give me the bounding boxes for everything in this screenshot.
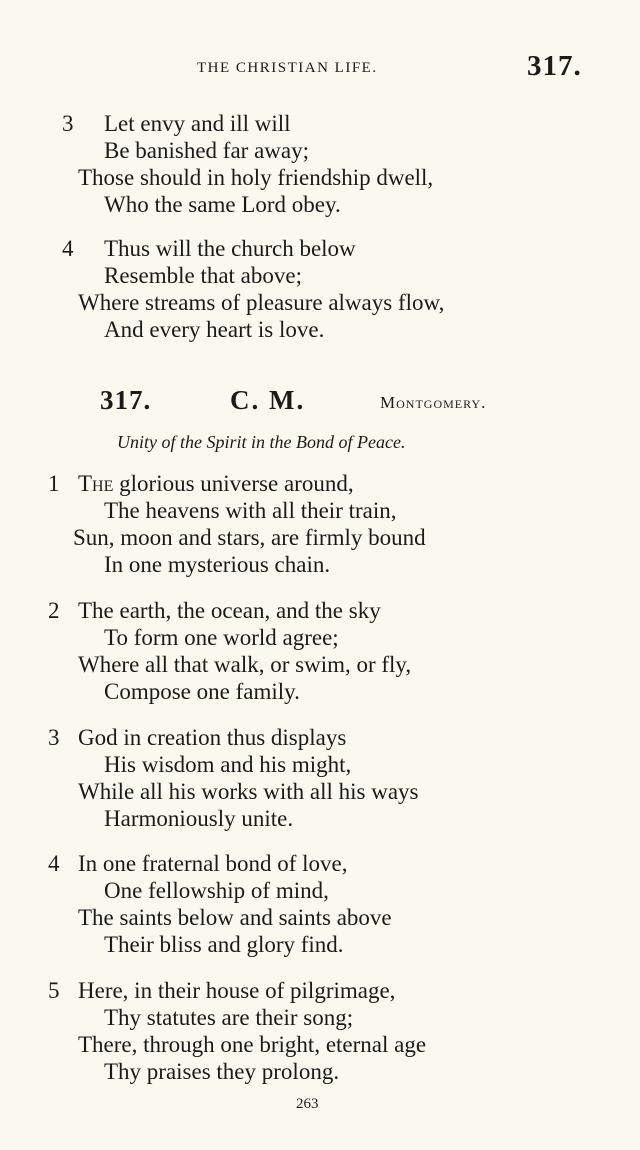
verse-line: Thy statutes are their song; bbox=[104, 1005, 354, 1030]
verse-line: Their bliss and glory find. bbox=[104, 932, 344, 957]
hymn-number: 317. bbox=[100, 385, 152, 415]
running-title: THE CHRISTIAN LIFE. bbox=[197, 60, 378, 76]
stanza-number: 3 bbox=[62, 111, 74, 136]
stanza-number: 3 bbox=[48, 725, 60, 750]
verse-line: Where streams of pleasure always flow, bbox=[78, 290, 445, 315]
verse-line: Resemble that above; bbox=[104, 263, 302, 288]
verse-line: In one fraternal bond of love, bbox=[78, 851, 348, 876]
verse-line: Those should in holy friendship dwell, bbox=[78, 165, 434, 190]
first-line-rest: glorious universe around, bbox=[113, 471, 354, 496]
verse-line: To form one world agree; bbox=[104, 625, 339, 650]
verse-line: Compose one family. bbox=[104, 679, 300, 704]
verse-line: His wisdom and his might, bbox=[104, 752, 352, 777]
verse-line: And every heart is love. bbox=[104, 317, 325, 342]
first-word: The bbox=[78, 471, 114, 496]
stanza-number: 4 bbox=[48, 851, 60, 876]
verse-line-first bbox=[78, 470, 354, 497]
verse-line: Be banished far away; bbox=[104, 138, 310, 163]
stanza-number: 5 bbox=[48, 978, 60, 1003]
verse-line: Harmoniously unite. bbox=[104, 806, 294, 831]
verse-line: Sun, moon and stars, are firmly bound bbox=[73, 525, 426, 550]
page-number: 263 bbox=[296, 1096, 319, 1112]
header-hymn-number: 317. bbox=[527, 50, 582, 82]
hymn-author: Montgomery. bbox=[380, 393, 487, 412]
verse-line: While all his works with all his ways bbox=[78, 779, 419, 804]
verse-line: Thus will the church below bbox=[104, 236, 356, 261]
verse-line: The saints below and saints above bbox=[78, 905, 392, 930]
verse-line: The heavens with all their train, bbox=[104, 498, 397, 523]
verse-line: In one mysterious chain. bbox=[104, 552, 331, 577]
verse-line: Here, in their house of pilgrimage, bbox=[78, 978, 396, 1003]
hymn-meter: C. M. bbox=[230, 385, 306, 415]
hymn-heading bbox=[0, 385, 640, 425]
stanza-number: 2 bbox=[48, 598, 60, 623]
stanza-number: 1 bbox=[48, 471, 60, 496]
stanza-number: 4 bbox=[62, 236, 74, 261]
verse-line: There, through one bright, eternal age bbox=[78, 1032, 427, 1057]
verse-line: The earth, the ocean, and the sky bbox=[78, 598, 381, 623]
verse-line: Who the same Lord obey. bbox=[104, 192, 341, 217]
verse-line: Let envy and ill will bbox=[104, 111, 291, 136]
verse-line: God in creation thus displays bbox=[78, 725, 347, 750]
verse-line: Thy praises they prolong. bbox=[104, 1059, 340, 1084]
verse-line: Where all that walk, or swim, or fly, bbox=[78, 652, 412, 677]
hymn-title: Unity of the Spirit in the Bond of Peace. bbox=[117, 432, 406, 452]
verse-line: One fellowship of mind, bbox=[104, 878, 329, 903]
